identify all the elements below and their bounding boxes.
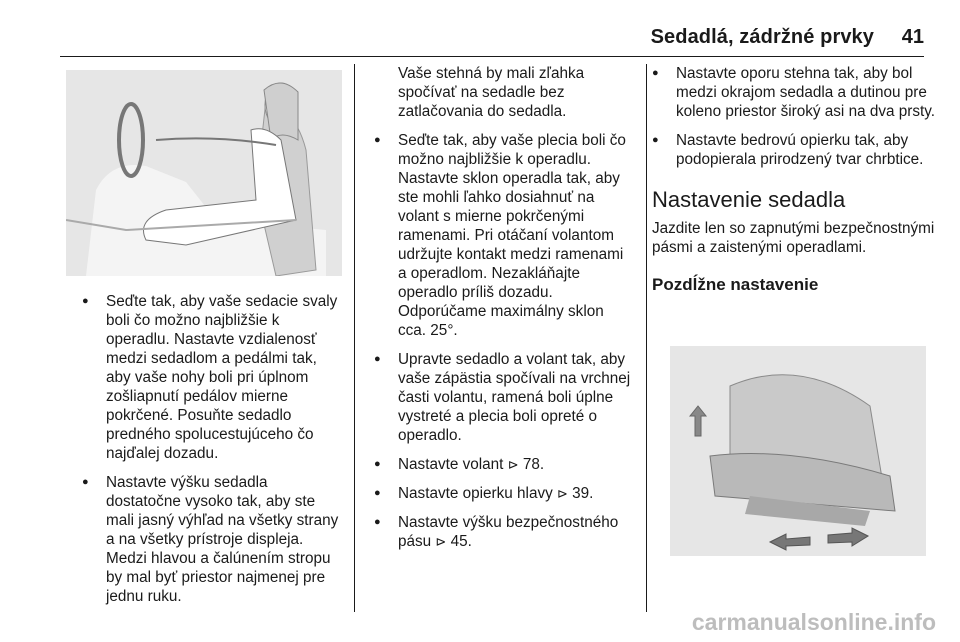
section-title: Nastavenie sedadla <box>652 187 846 212</box>
page-ref-78[interactable]: 78. <box>522 456 545 473</box>
page-ref-39[interactable]: 39. <box>572 485 594 502</box>
watermark: carmanualsonline.info <box>691 609 936 635</box>
header-title: Sedadlá, zádržné prvky <box>650 26 874 48</box>
page-number: 41 <box>901 26 924 48</box>
bullet-sitting-position: ● Seďte tak, aby vaše sedacie svaly boli čo možno najbližšie k operadlu. Nastavte vzdialenosť medzi sedadlom a pedálmi tak, aby vaše nohy boli pri úplnom zošliapnutí pedálov mierne pokrčené. Posuňte sedadlo predného spolucestujúceho čo najďalej dozadu. <box>82 292 344 463</box>
continuation-text: Vaše stehná by mali zľahka spočívať na sedadle bez zatlačovania do sedadla. <box>398 65 585 120</box>
bullet-lumbar-support: ● Nastavte bedrovú opierku tak, aby podopierala prirodzený tvar chrbtice. <box>652 131 942 169</box>
bullet-steering-wheel: ● Nastavte volant ⊳ 78. <box>374 455 636 474</box>
bullet-belt-height: ● Nastavte výšku bezpečnostného pásu ⊳ 45. <box>374 513 636 551</box>
page-ref-icon: ⊳ <box>507 457 519 472</box>
bullet-seat-height: ● Nastavte výšku sedadla dostatočne vysoko tak, aby ste mali jasný výhľad na všetky strany a na všetky prístroje displeja. Medzi hlavou a čalúnením stropu by mal byť priestor najmenej pre jednu ruku. <box>82 473 344 606</box>
column-divider-1 <box>354 64 355 612</box>
subheading: Pozdĺžne nastavenie <box>652 275 819 294</box>
page-ref-icon: ⊳ <box>557 486 568 501</box>
bullet-head-restraint: ● Nastavte opierku hlavy ⊳ 39. <box>374 484 636 503</box>
header-rule <box>60 56 924 57</box>
seat-adjustment-illustration <box>670 346 926 556</box>
driver-seating-illustration <box>66 70 342 276</box>
bullet-backrest: ● Seďte tak, aby vaše plecia boli čo možno najbližšie k operadlu. Nastavte sklon operadla tak, aby ste mohli ľahko dosiahnuť na volant s mierne pokrčenými ramenami. Pri otáčaní volantom udržujte kontakt medzi ramenami a operadlom. Nezakláňajte operadlo príliš dozadu. Odporúčame maximálny sklon cca. 25°. <box>374 131 636 340</box>
column-divider-2 <box>646 64 647 612</box>
column-left <box>82 292 344 616</box>
page-ref-icon: ⊳ <box>435 534 447 549</box>
bullet-wrists: ● Upravte sedadlo a volant tak, aby vaše zápästia spočívali na vrchnej časti volantu, ramená boli úplne vystreté a plecia boli opreté o operadlo. <box>374 350 636 445</box>
bullet-thigh-support: ● Nastavte oporu stehna tak, aby bol medzi okrajom sedadla a dutinou pre koleno priestor široký asi na dva prsty. <box>652 64 942 121</box>
page-ref-45[interactable]: 45. <box>450 533 472 550</box>
column-middle <box>374 64 636 561</box>
column-right <box>652 64 942 300</box>
section-text: Jazdite len so zapnutými bezpečnostnými pásmi a zaistenými operadlami. <box>652 220 935 256</box>
